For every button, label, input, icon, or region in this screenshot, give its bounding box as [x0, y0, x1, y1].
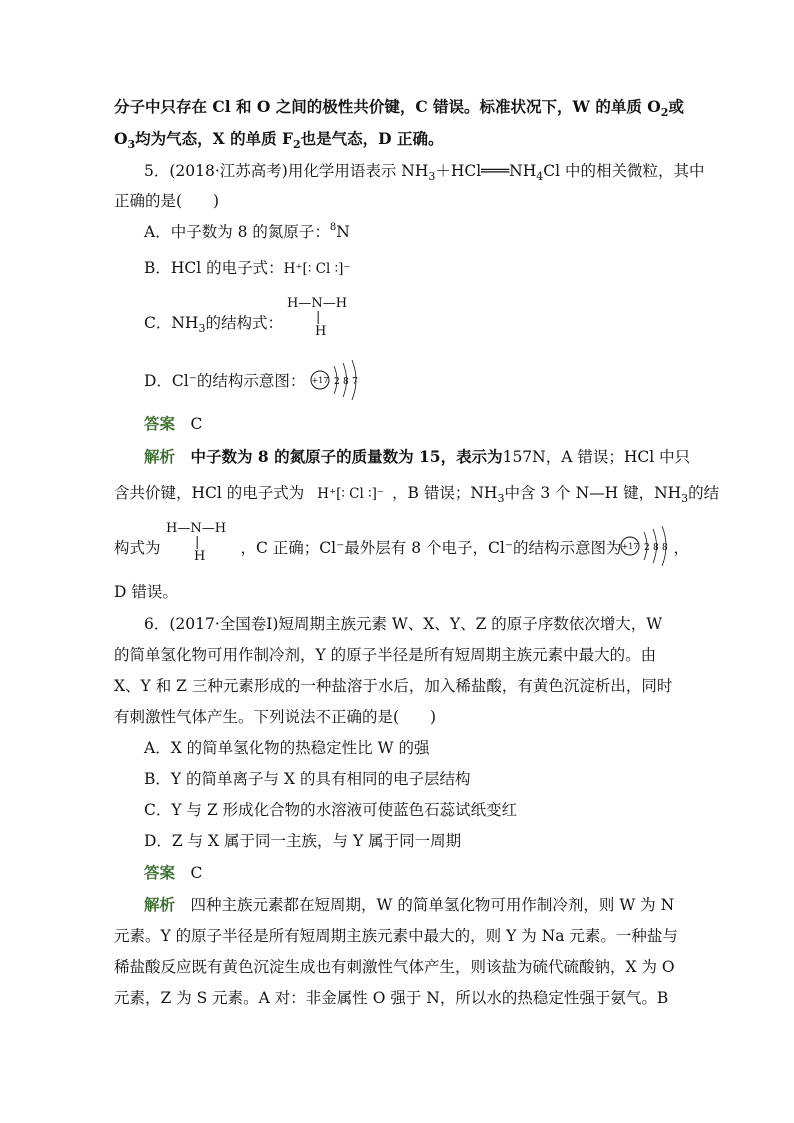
question-5-stem — [144, 161, 705, 183]
shell-count: 8 — [662, 543, 668, 553]
shell-count: 2 — [334, 377, 340, 387]
structure-bottom: H — [194, 549, 206, 564]
question-6-stem-cont: 有刺激性气体产生。下列说法不正确的是( ) — [114, 708, 437, 726]
structure-top: H—N—H — [287, 296, 348, 311]
text-line — [114, 129, 444, 151]
text-segment: A．中子数为 8 的氮原子： — [144, 223, 330, 241]
shell-count: 8 — [343, 377, 349, 387]
analysis-6-line2: 元素。Y 的原子半径是所有短周期主族元素中最大的，则 Y 为 Na 元素。一种盐与 — [114, 927, 678, 945]
answer-6 — [144, 863, 202, 883]
text-segment: 5．(2018·江苏高考)用化学用语表示 NH — [144, 162, 429, 180]
text-segment: 四种主族元素都在短周期，W 的简单氢化物可用作制冷剂，则 W 为 N — [190, 896, 675, 914]
answer-label: 答案 — [144, 414, 176, 433]
structure-bond: | — [316, 310, 321, 325]
analysis-5-line1 — [144, 447, 690, 467]
structure-top: H—N—H — [166, 521, 227, 536]
question-6-stem-cont: X、Y 和 Z 三种元素形成的一种盐溶于水后，加入稀盐酸，有黄色沉淀析出，同时 — [114, 677, 673, 695]
text-segment: 均为气态，X 的单质 F — [135, 129, 293, 148]
option-5d — [144, 371, 305, 391]
structural-formula — [166, 522, 226, 564]
option-5b — [144, 258, 350, 279]
analysis-6-line3: 稀盐酸反应既有黄色沉淀生成也有刺激性气体产生，则该盐为硫代硫酸钠，X 为 O — [114, 958, 675, 976]
question-5-stem-cont: 正确的是( ) — [114, 192, 220, 210]
text-segment: ，C 正确；Cl⁻最外层有 8 个电子，Cl⁻的结构示意图为 — [240, 539, 622, 557]
analysis-5-line2 — [114, 483, 719, 505]
analysis-5-line4: D 错误。 — [114, 583, 178, 601]
text-segment: 或 — [668, 97, 684, 116]
text-segment: 中子数为 8 的氮原子的质量数为 15，表示为 — [190, 447, 503, 466]
shell-count: 8 — [653, 543, 659, 553]
subscript: 3 — [428, 170, 436, 183]
analysis-6-line1 — [144, 895, 674, 915]
atom-structure-diagram — [620, 526, 676, 566]
analysis-label: 解析 — [144, 895, 176, 914]
text-segment: B．HCl 的电子式： — [144, 259, 284, 277]
subscript: 3 — [497, 492, 505, 505]
answer-5 — [144, 414, 202, 434]
text-segment: 也是气态，D 正确。 — [300, 129, 444, 148]
option-6c: C．Y 与 Z 形成化合物的水溶液可使蓝色石蕊试纸变红 — [144, 801, 518, 819]
question-6-stem-cont: 的简单氢化物可用作制冷剂，Y 的原子半径是所有短周期主族元素中最大的。由 — [114, 646, 657, 664]
text-segment: D．Cl⁻的结构示意图： — [144, 372, 306, 390]
option-5c — [144, 313, 283, 335]
text-segment: 含共价键，HCl 的电子式为 — [114, 484, 305, 502]
nucleus-label: +17 — [621, 542, 639, 551]
answer-value: C — [190, 415, 203, 433]
shell-count: 2 — [644, 543, 650, 553]
text-segment: ，B 错误；NH — [392, 484, 498, 502]
superscript: 8 — [329, 222, 337, 233]
analysis-label: 解析 — [144, 447, 176, 466]
text-segment: O — [114, 129, 128, 148]
option-5a — [144, 222, 350, 245]
subscript: 3 — [681, 492, 689, 505]
text-segment: Cl 中的相关微粒，其中 — [543, 162, 705, 180]
analysis-6-line4: 元素，Z 为 S 元素。A 对：非金属性 O 强于 N，所以水的热稳定性强于氨气。B — [114, 989, 669, 1007]
subscript: 4 — [536, 170, 544, 183]
text-segment: 的结 — [688, 484, 720, 502]
question-6-stem: 6．(2017·全国卷Ⅰ)短周期主族元素 W、X、Y、Z 的原子序数依次增大，W — [144, 615, 663, 633]
text-segment: 的结构式： — [205, 314, 283, 332]
answer-value: C — [190, 864, 203, 882]
nucleus-label: +17 — [311, 376, 329, 385]
subscript: 2 — [660, 106, 669, 119]
structure-bottom: H — [315, 324, 327, 339]
subscript: 2 — [293, 138, 301, 151]
structural-formula — [287, 297, 347, 339]
text-segment: ＋HCl═══NH — [435, 162, 537, 180]
option-6b: B．Y 的简单离子与 X 的具有相同的电子层结构 — [144, 770, 471, 788]
text-segment: N — [336, 223, 350, 241]
text-segment: 157N，A 错误；HCl 中只 — [502, 448, 691, 466]
subscript: 3 — [127, 138, 136, 151]
electron-formula: H⁺[∶ Cl ∶]⁻ — [317, 486, 385, 502]
shell-count: 7 — [352, 377, 358, 387]
answer-label: 答案 — [144, 863, 176, 882]
text-line — [114, 97, 684, 119]
structure-bond: | — [195, 535, 200, 550]
text-segment: 中含 3 个 N—H 键，NH — [504, 484, 682, 502]
electron-formula: H⁺[∶ Cl ∶]⁻ — [283, 261, 351, 277]
text-segment: C．NH — [144, 314, 199, 332]
subscript: 3 — [198, 322, 206, 335]
text-segment: ， — [673, 539, 690, 557]
option-6a: A．X 的简单氢化物的热稳定性比 W 的强 — [144, 739, 430, 757]
option-6d: D．Z 与 X 属于同一主族，与 Y 属于同一周期 — [144, 832, 462, 850]
text-segment: 构式为 — [114, 539, 161, 557]
atom-structure-diagram — [310, 360, 370, 400]
text-segment: 分子中只存在 Cl 和 O 之间的极性共价键，C 错误。标准状况下，W 的单质 O — [114, 97, 661, 116]
